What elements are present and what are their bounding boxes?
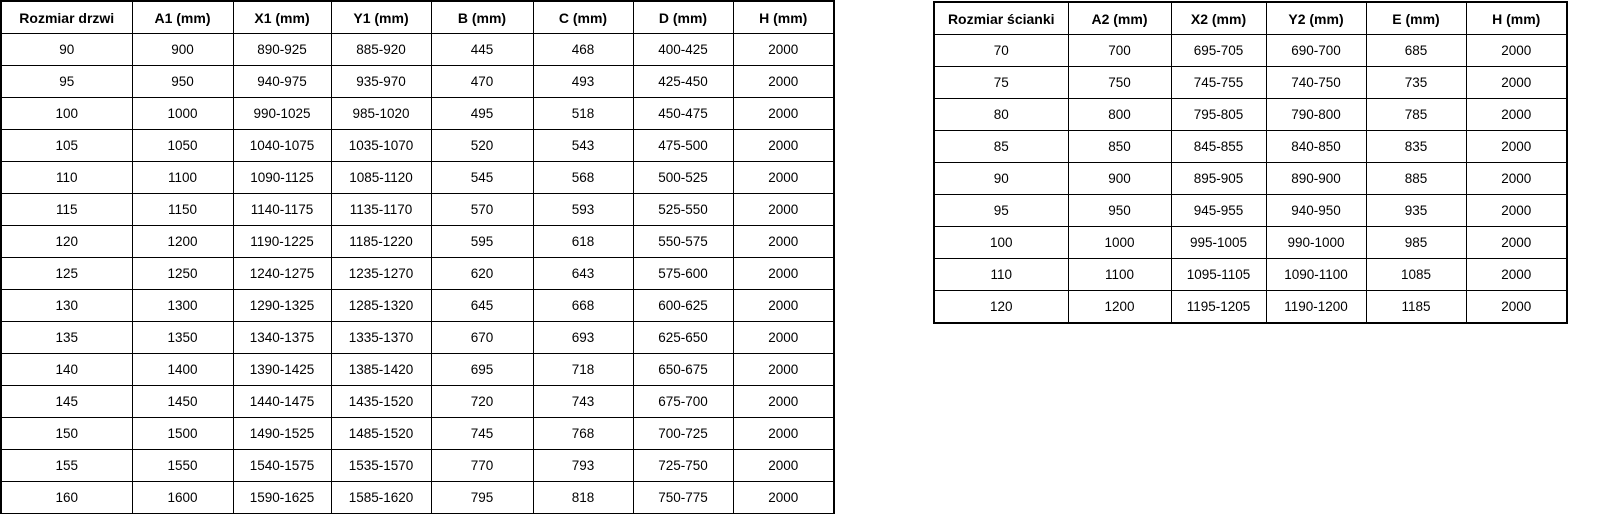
table-cell: 568 — [533, 162, 633, 194]
table-row — [1, 258, 834, 290]
table-cell: 1085 — [1366, 259, 1466, 291]
table-cell: 935-970 — [331, 66, 431, 98]
table-cell: 1100 — [132, 162, 233, 194]
table-cell: 1285-1320 — [331, 290, 431, 322]
table-cell: 600-625 — [633, 290, 733, 322]
table-cell: 1090-1100 — [1266, 259, 1366, 291]
table-cell: 985 — [1366, 227, 1466, 259]
table-cell: 940-950 — [1266, 195, 1366, 227]
table-cell: 545 — [431, 162, 533, 194]
table-cell: 1350 — [132, 322, 233, 354]
table-cell: 525-550 — [633, 194, 733, 226]
table-cell: 125 — [1, 258, 132, 290]
table-cell: 2000 — [733, 226, 834, 258]
table-cell: 2000 — [1466, 259, 1567, 291]
table-cell: 570 — [431, 194, 533, 226]
table-cell: 900 — [132, 34, 233, 66]
table-cell: 2000 — [733, 322, 834, 354]
table-cell: 690-700 — [1266, 35, 1366, 67]
table-cell: 693 — [533, 322, 633, 354]
table-cell: 2000 — [733, 450, 834, 482]
table-cell: 90 — [1, 34, 132, 66]
table-cell: 900 — [1068, 163, 1171, 195]
table-row — [1, 34, 834, 66]
table-cell: 890-925 — [233, 34, 331, 66]
column-header: Y2 (mm) — [1266, 2, 1366, 35]
table-cell: 470 — [431, 66, 533, 98]
table-row — [1, 194, 834, 226]
table-cell: 2000 — [1466, 291, 1567, 324]
table-cell: 1000 — [1068, 227, 1171, 259]
column-header: Y1 (mm) — [331, 1, 431, 34]
table-cell: 2000 — [733, 386, 834, 418]
table-cell: 1040-1075 — [233, 130, 331, 162]
table-cell: 115 — [1, 194, 132, 226]
table-cell: 1200 — [132, 226, 233, 258]
table-row — [1, 386, 834, 418]
table-cell: 2000 — [733, 290, 834, 322]
table-cell: 400-425 — [633, 34, 733, 66]
column-header: Rozmiar drzwi — [1, 1, 132, 34]
table-cell: 2000 — [733, 258, 834, 290]
table-cell: 768 — [533, 418, 633, 450]
table-cell: 995-1005 — [1171, 227, 1266, 259]
table-row — [1, 322, 834, 354]
table-cell: 1600 — [132, 482, 233, 514]
table-cell: 1250 — [132, 258, 233, 290]
table-cell: 1190-1225 — [233, 226, 331, 258]
table-cell: 520 — [431, 130, 533, 162]
table-cell: 100 — [934, 227, 1068, 259]
table-cell: 85 — [934, 131, 1068, 163]
table-row — [1, 418, 834, 450]
table-cell: 793 — [533, 450, 633, 482]
table-cell: 695-705 — [1171, 35, 1266, 67]
table-row — [934, 291, 1567, 324]
table-cell: 2000 — [1466, 67, 1567, 99]
table-cell: 985-1020 — [331, 98, 431, 130]
table-cell: 700 — [1068, 35, 1171, 67]
table-cell: 468 — [533, 34, 633, 66]
table-cell: 1190-1200 — [1266, 291, 1366, 324]
table-cell: 790-800 — [1266, 99, 1366, 131]
column-header: A1 (mm) — [132, 1, 233, 34]
column-header: X2 (mm) — [1171, 2, 1266, 35]
table-cell: 1540-1575 — [233, 450, 331, 482]
table-cell: 945-955 — [1171, 195, 1266, 227]
table-cell: 885-920 — [331, 34, 431, 66]
table-cell: 1035-1070 — [331, 130, 431, 162]
table-cell: 518 — [533, 98, 633, 130]
table-cell: 90 — [934, 163, 1068, 195]
table-cell: 95 — [934, 195, 1068, 227]
table-cell: 120 — [1, 226, 132, 258]
table-cell: 618 — [533, 226, 633, 258]
table-cell: 155 — [1, 450, 132, 482]
table-cell: 990-1025 — [233, 98, 331, 130]
table-cell: 1390-1425 — [233, 354, 331, 386]
table-cell: 595 — [431, 226, 533, 258]
wall-size-table — [933, 1, 1568, 324]
column-header: Rozmiar ścianki — [934, 2, 1068, 35]
table-cell: 500-525 — [633, 162, 733, 194]
table-cell: 750 — [1068, 67, 1171, 99]
table-cell: 1300 — [132, 290, 233, 322]
table-row — [934, 67, 1567, 99]
table-cell: 160 — [1, 482, 132, 514]
table-cell: 800 — [1068, 99, 1171, 131]
table-cell: 890-900 — [1266, 163, 1366, 195]
table-cell: 1590-1625 — [233, 482, 331, 514]
table-cell: 450-475 — [633, 98, 733, 130]
table-cell: 1550 — [132, 450, 233, 482]
table-cell: 620 — [431, 258, 533, 290]
table-cell: 1185-1220 — [331, 226, 431, 258]
table-cell: 795 — [431, 482, 533, 514]
table-cell: 1235-1270 — [331, 258, 431, 290]
table-cell: 745-755 — [1171, 67, 1266, 99]
table-cell: 1140-1175 — [233, 194, 331, 226]
table-row — [934, 35, 1567, 67]
table-row — [934, 259, 1567, 291]
table-cell: 1585-1620 — [331, 482, 431, 514]
table-cell: 645 — [431, 290, 533, 322]
table-cell: 735 — [1366, 67, 1466, 99]
table-cell: 1340-1375 — [233, 322, 331, 354]
table-cell: 2000 — [733, 418, 834, 450]
table-cell: 840-850 — [1266, 131, 1366, 163]
table-cell: 575-600 — [633, 258, 733, 290]
table-cell: 150 — [1, 418, 132, 450]
table-cell: 668 — [533, 290, 633, 322]
table-cell: 1240-1275 — [233, 258, 331, 290]
table-cell: 2000 — [1466, 163, 1567, 195]
table-cell: 1450 — [132, 386, 233, 418]
table-cell: 100 — [1, 98, 132, 130]
table-cell: 445 — [431, 34, 533, 66]
table-cell: 1095-1105 — [1171, 259, 1266, 291]
table-cell: 950 — [1068, 195, 1171, 227]
table-cell: 818 — [533, 482, 633, 514]
table-cell: 1485-1520 — [331, 418, 431, 450]
column-header: H (mm) — [733, 1, 834, 34]
table-cell: 1100 — [1068, 259, 1171, 291]
column-header: C (mm) — [533, 1, 633, 34]
table-row — [1, 226, 834, 258]
wall-size-table-header-row — [934, 2, 1567, 35]
table-row — [1, 162, 834, 194]
table-cell: 785 — [1366, 99, 1466, 131]
table-row — [934, 99, 1567, 131]
table-cell: 145 — [1, 386, 132, 418]
table-row — [1, 450, 834, 482]
table-cell: 845-855 — [1171, 131, 1266, 163]
table-cell: 1290-1325 — [233, 290, 331, 322]
table-cell: 1440-1475 — [233, 386, 331, 418]
table-cell: 130 — [1, 290, 132, 322]
table-cell: 2000 — [1466, 131, 1567, 163]
table-cell: 718 — [533, 354, 633, 386]
table-row — [934, 163, 1567, 195]
table-cell: 80 — [934, 99, 1068, 131]
table-cell: 695 — [431, 354, 533, 386]
table-cell: 743 — [533, 386, 633, 418]
table-cell: 550-575 — [633, 226, 733, 258]
table-row — [1, 98, 834, 130]
table-cell: 625-650 — [633, 322, 733, 354]
column-header: A2 (mm) — [1068, 2, 1171, 35]
table-cell: 2000 — [733, 34, 834, 66]
table-cell: 990-1000 — [1266, 227, 1366, 259]
table-cell: 643 — [533, 258, 633, 290]
table-cell: 425-450 — [633, 66, 733, 98]
table-cell: 935 — [1366, 195, 1466, 227]
table-cell: 2000 — [733, 354, 834, 386]
column-header: E (mm) — [1366, 2, 1466, 35]
table-cell: 75 — [934, 67, 1068, 99]
column-header: H (mm) — [1466, 2, 1567, 35]
table-row — [934, 227, 1567, 259]
table-row — [1, 482, 834, 514]
table-cell: 110 — [1, 162, 132, 194]
table-row — [934, 131, 1567, 163]
table-cell: 1200 — [1068, 291, 1171, 324]
column-header: D (mm) — [633, 1, 733, 34]
table-cell: 750-775 — [633, 482, 733, 514]
table-cell: 493 — [533, 66, 633, 98]
table-cell: 675-700 — [633, 386, 733, 418]
door-size-table-header-row — [1, 1, 834, 34]
table-cell: 2000 — [733, 482, 834, 514]
table-cell: 1135-1170 — [331, 194, 431, 226]
table-cell: 895-905 — [1171, 163, 1266, 195]
table-cell: 593 — [533, 194, 633, 226]
table-cell: 835 — [1366, 131, 1466, 163]
table-cell: 1090-1125 — [233, 162, 331, 194]
table-cell: 475-500 — [633, 130, 733, 162]
table-cell: 543 — [533, 130, 633, 162]
table-cell: 2000 — [1466, 35, 1567, 67]
table-cell: 2000 — [733, 130, 834, 162]
table-cell: 950 — [132, 66, 233, 98]
table-cell: 1000 — [132, 98, 233, 130]
table-cell: 110 — [934, 259, 1068, 291]
table-cell: 770 — [431, 450, 533, 482]
table-cell: 700-725 — [633, 418, 733, 450]
table-cell: 95 — [1, 66, 132, 98]
table-row — [1, 290, 834, 322]
table-cell: 1050 — [132, 130, 233, 162]
table-cell: 1435-1520 — [331, 386, 431, 418]
table-row — [1, 130, 834, 162]
table-cell: 850 — [1068, 131, 1171, 163]
table-cell: 685 — [1366, 35, 1466, 67]
table-cell: 940-975 — [233, 66, 331, 98]
table-row — [1, 66, 834, 98]
table-cell: 140 — [1, 354, 132, 386]
table-cell: 1150 — [132, 194, 233, 226]
table-cell: 795-805 — [1171, 99, 1266, 131]
table-cell: 650-675 — [633, 354, 733, 386]
table-cell: 495 — [431, 98, 533, 130]
table-cell: 2000 — [733, 66, 834, 98]
table-cell: 1400 — [132, 354, 233, 386]
table-row — [934, 195, 1567, 227]
table-cell: 70 — [934, 35, 1068, 67]
table-cell: 2000 — [733, 98, 834, 130]
table-cell: 740-750 — [1266, 67, 1366, 99]
table-cell: 670 — [431, 322, 533, 354]
table-cell: 1490-1525 — [233, 418, 331, 450]
table-cell: 2000 — [1466, 195, 1567, 227]
table-cell: 745 — [431, 418, 533, 450]
table-cell: 1385-1420 — [331, 354, 431, 386]
table-cell: 1195-1205 — [1171, 291, 1266, 324]
table-cell: 2000 — [733, 162, 834, 194]
table-cell: 1185 — [1366, 291, 1466, 324]
table-cell: 2000 — [733, 194, 834, 226]
table-row — [1, 354, 834, 386]
table-cell: 135 — [1, 322, 132, 354]
column-header: B (mm) — [431, 1, 533, 34]
column-header: X1 (mm) — [233, 1, 331, 34]
table-cell: 725-750 — [633, 450, 733, 482]
table-cell: 105 — [1, 130, 132, 162]
table-cell: 885 — [1366, 163, 1466, 195]
table-cell: 2000 — [1466, 227, 1567, 259]
table-cell: 1085-1120 — [331, 162, 431, 194]
table-cell: 720 — [431, 386, 533, 418]
table-cell: 1335-1370 — [331, 322, 431, 354]
table-cell: 1500 — [132, 418, 233, 450]
table-cell: 120 — [934, 291, 1068, 324]
table-cell: 2000 — [1466, 99, 1567, 131]
table-cell: 1535-1570 — [331, 450, 431, 482]
